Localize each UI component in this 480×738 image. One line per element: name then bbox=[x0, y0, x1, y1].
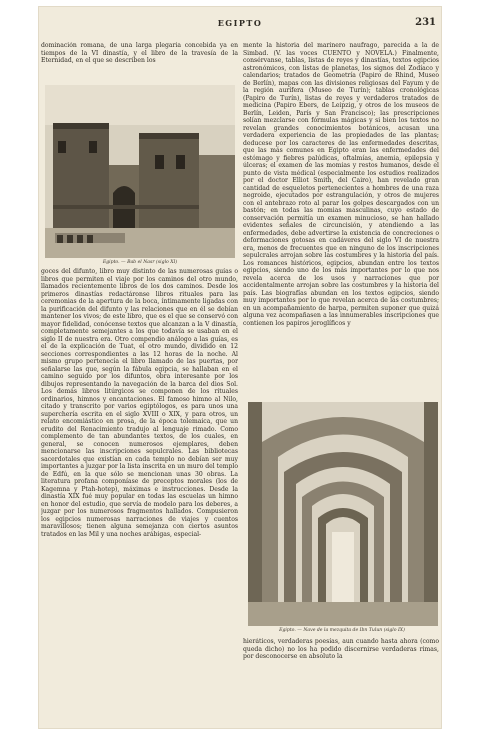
fort-caption: Egipto. — Bab el Nasr (siglo XI) bbox=[102, 260, 178, 265]
running-head bbox=[38, 18, 442, 32]
mosque-nave-photograph bbox=[248, 402, 438, 626]
scanned-page bbox=[38, 6, 442, 729]
paragraph: goces del difunto, libro muy distinto de las numerosas guías o libros que permiten el viaje por los caminos del otro mundo, llamados recientemente libros de los dos caminos. Desde los primeros dinastías redactáronse libros rituales para las ceremonias de la apertura de la boca, íntimamente ligadas con la purificación del difunto y las relaciones que en él se debían mantener los vivos; de este libro, que es el que se conservó con mayor fidelidad, conócense textos que alcanzan a la V dinastía, completamente semejantes a los que todavía se usaban en el siglo II de nuestra era. Otro compendio análogo a las guías, es el de la explicación de Tuat, el otro mundo, dividido en 12 secciones correspondientes a las 12 horas de la noche. Al mismo grupo pertenecía el libro llamado de las puertas, por señalarse las que, según la fábula egipcia, se hallaban en el camino seguido por los difuntos, obra interesante por los dibujos representando la navegación de la barca del dios Sol. Los demás libros litúrgicos se componen de los rituales ordinarios, himnos y encantaciones. El famoso himno al Nilo, citado y transcrito por varios egiptólogos, es para unos una superchería escrita en el siglo XVIII o XIX, y para otros, un relato encomiástico en prosa, de la época tolemaica, que un erudito del Renacimiento tradujo al lenguaje rimado. Como complemento de tan abundantes textos, de los cuales, en general, se conocen numerosos ejemplares, deben mencionarse las inscripciones sepulcrales. Las bibliotecas sacerdotales que existían en cada templo no debían ser muy importantes a juzgar por la lista inscrita en un muro del templo de Edfú, en la que sólo se mencionan unas 30 obras. La literatura profana componíase de preceptos morales (los de Kagemna y Ptah-hotep), máximas e instrucciones. Desde la dinastía XIX fué muy popular en todas las escuelas un himno en honor del estudio, que servía de modelo para los deberes, a juzgar por los numerosos fragmentos hallados. Compusieron los egipcios numerosas narraciones de viajes y cuentos maravillosos; tienen alguna semejanza con ciertos asuntos tratados en las Mil y una noches arábigas, especial- bbox=[41, 268, 238, 538]
left-column-body-text bbox=[41, 268, 238, 722]
page-number: 231 bbox=[415, 17, 436, 28]
paragraph: hieráticos, verdaderas poesías, aun cuando hasta ahora (como queda dicho) no los ha podido discernirse verdaderas rimas, por desconocerse en absoluto la bbox=[243, 638, 439, 660]
right-column-top-text bbox=[243, 42, 439, 396]
paragraph: dominación romana, de una larga plegaria concebida ya en tiempos de la VI dinastía, y el libro de la travesía de la Eternidad, en el que se describen los bbox=[41, 42, 238, 64]
paragraph: mente la historia del marinero naufrago, parecida a la de Simbad. (V. las voces CUENTO y NOVELA.) Finalmente, consérvanse, tablas, listas de reyes y dinastías, textos egipcios astronómicos, con listas de planetas, los signos del Zodíaco y calendarios; tratados de Geometría (Papiro de Rhind, Museo de Berlín), mapas con las divisiones religiosas del Fayum y de la región aurífera (Museo de Turín); tablas cronológicas (Papiro de Turín), listas de reyes y verdaderos tratados de medicina (Papiro Ebers, de Leipzig, y otros de los museos de Berlín, Leiden, París y San Francisco); las prescripciones solían mezclarse con fórmulas mágicas y si bien los textos no revelan grandes conocimientos botánicos, acusan una verdadera experiencia de las propiedades de las plantas; deducese por los caracteres de las enfermedades descritas, que las más comunes en Egipto eran las enfermedades del estómago y fiebres palúdicas, oftalmías, anemia, epilepsia y úlceras; el examen de las momias y restos humanos, desde el punto de vista médical (especialmente los estudios realizados por el doctor Elliot Smith, del Cairo), han revelado gran cantidad de esqueletos pertenecientes a hombres de una raza negroide, ejecutados por estrangulación, y otros de mujeres con el antebrazo roto al parar los golpes descargados con un bastón; en todas las momias masculinas, cuyo estado de conservación permitía un examen minucioso, se han hallado evidentes señales de circuncisión, y atendiendo a las enfermedades, debe advertirse la existencia de concreciones o deformaciones gotosas en cadáveres del siglo VI de nuestra era, menos de frecuentes que en ninguno de los inscripciones sepulcrales arrojan sobre las costumbres y la historia del país. Los romances históricos, egipcios, abundan entre los textos egipcios, siendo uno de los más importantes por lo que nos revela acerca de los usos y narraciones que por accidentalmente arrojan sobre las costumbres y la historia del país. Las biografías abundan en los textos egipcios, siendo muy importantes por lo que revelan acerca de las costumbres; en un acompañamiento de harpa, permiten suponer que quizá alguna vez acompañasen a las innumerables inscripciones que contienen los papiros jeroglíficos y bbox=[243, 42, 439, 327]
fort-illustration bbox=[45, 85, 235, 258]
fort-photograph bbox=[45, 85, 235, 258]
running-title: EGIPTO bbox=[217, 18, 263, 28]
left-column-top-text bbox=[41, 42, 238, 86]
mosque-illustration bbox=[248, 402, 438, 626]
right-column-bottom-text bbox=[243, 638, 439, 722]
mosque-caption: Egipto. — Nave de la mezquita de Ibn Tulun (siglo IX) bbox=[279, 628, 405, 633]
